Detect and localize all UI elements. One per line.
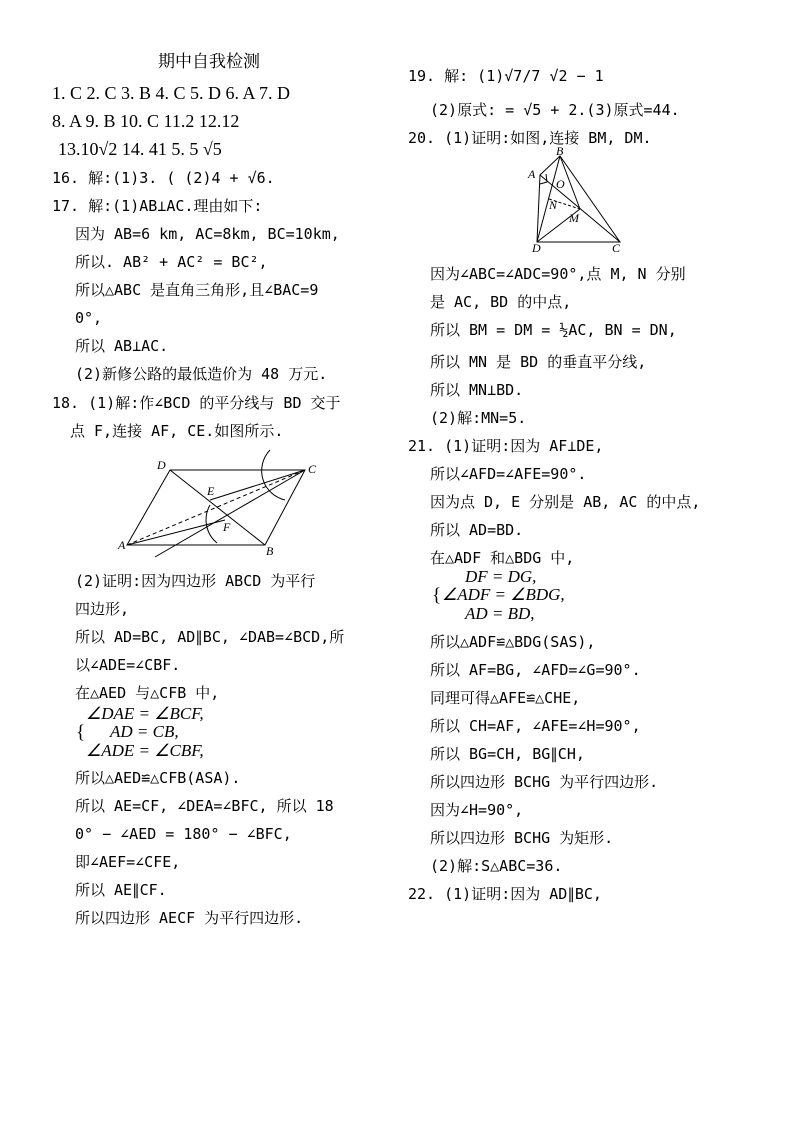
answers-line-1: 1. C 2. C 3. B 4. C 5. D 6. A 7. D [52, 83, 291, 103]
q18-line-6: 以∠ADE=∠CBF. [75, 656, 181, 674]
q21-line-5: 在△ADF 和△BDG 中, [430, 549, 575, 567]
label-d: D [157, 458, 166, 472]
q18-line-11: 即∠AEF=∠CFE, [75, 853, 181, 871]
q16-text: 16. 解:(1)3. ( (2)4 + √6. [52, 169, 275, 187]
q21-line-2: 所以∠AFD=∠AFE=90°. [430, 465, 587, 483]
q17-line-2: 因为 AB=6 km, AC=8km, BC=10km, [75, 225, 340, 243]
q20-line-1: 20. (1)证明:如图,连接 BM, DM. [408, 129, 652, 147]
q21-system-2: ∠ADF = ∠BDG, [442, 585, 565, 604]
q21-line-10: 所以 BG=CH, BG∥CH, [430, 745, 585, 763]
page-title: 期中自我检测 [158, 52, 260, 72]
q20-line-4: 所以 BM = DM = ½AC, BN = DN, [430, 321, 677, 339]
label-n: N [549, 198, 558, 212]
q21-line-7: 所以 AF=BG, ∠AFD=∠G=90°. [430, 661, 641, 679]
label-e: E [207, 484, 215, 498]
q21-line-8: 同理可得△AFE≌△CHE, [430, 689, 581, 707]
q19-line-2: (2)原式: = √5 + 2.(3)原式=44. [430, 101, 680, 119]
answers-line-2: 8. A 9. B 10. C 11.2 12.12 [52, 111, 240, 131]
q20-line-5: 所以 MN 是 BD 的垂直平分线, [430, 353, 647, 371]
q22-line-1: 22. (1)证明:因为 AD∥BC, [408, 885, 602, 903]
label-f: F [223, 520, 231, 534]
q20-line-3: 是 AC, BD 的中点, [430, 293, 572, 311]
q21-line-12: 因为∠H=90°, [430, 801, 524, 819]
q18-system-1: ∠DAE = ∠BCF, [86, 704, 204, 723]
q17-line-7: (2)新修公路的最低造价为 48 万元. [75, 365, 328, 383]
q21-line-14: (2)解:S△ABC=36. [430, 857, 563, 875]
q18-line-2: 点 F,连接 AF, CE.如图所示. [70, 422, 284, 440]
q17-line-5: 0°, [75, 309, 103, 327]
q21-line-1: 21. (1)证明:因为 AF⊥DE, [408, 437, 604, 455]
label-c: C [612, 241, 621, 255]
q21-line-13: 所以四边形 BCHG 为矩形. [430, 829, 614, 847]
q19-line-1: 19. 解: (1)√7/7 √2 − 1 [408, 67, 604, 85]
q18-line-10: 0° − ∠AED = 180° − ∠BFC, [75, 825, 292, 843]
q18-brace: { [76, 722, 86, 743]
parallelogram-figure [115, 445, 330, 560]
q18-line-12: 所以 AE∥CF. [75, 881, 167, 899]
q18-line-9: 所以 AE=CF, ∠DEA=∠BFC, 所以 18 [75, 797, 334, 815]
label-a: A [118, 538, 126, 552]
q21-line-9: 所以 CH=AF, ∠AFE=∠H=90°, [430, 717, 641, 735]
q17-line-6: 所以 AB⊥AC. [75, 337, 169, 355]
q21-line-6: 所以△ADF≌△BDG(SAS), [430, 633, 596, 651]
q20-line-7: (2)解:MN=5. [430, 409, 527, 427]
q18-line-4: 四边形, [75, 600, 130, 618]
q17-line-3: 所以. AB² + AC² = BC², [75, 253, 268, 271]
label-d: D [532, 241, 541, 255]
label-b: B [556, 146, 564, 158]
segment-ce [210, 470, 305, 500]
q17-line-1: 17. 解:(1)AB⊥AC.理由如下: [52, 197, 263, 215]
q21-system-3: AD = BD, [465, 604, 535, 623]
q18-line-3: (2)证明:因为四边形 ABCD 为平行 [75, 572, 316, 590]
label-c: C [308, 462, 317, 476]
label-o: O [556, 177, 565, 191]
segment-af [127, 520, 225, 545]
label-m: M [569, 211, 579, 225]
q20-line-6: 所以 MN⊥BD. [430, 381, 524, 399]
q18-line-7: 在△AED 与△CFB 中, [75, 684, 220, 702]
q21-line-11: 所以四边形 BCHG 为平行四边形. [430, 773, 659, 791]
q21-system-1: DF = DG, [465, 567, 537, 586]
q20-line-2: 因为∠ABC=∠ADC=90°,点 M, N 分别 [430, 265, 686, 283]
q18-system-3: ∠ADE = ∠CBF, [86, 741, 204, 760]
q17-line-4: 所以△ABC 是直角三角形,且∠BAC=9 [75, 281, 319, 299]
q18-line-1: 18. (1)解:作∠BCD 的平分线与 BD 交于 [52, 394, 341, 412]
diagonal-ac [127, 470, 305, 545]
quadrilateral-figure [522, 146, 632, 256]
diagonal-bd [170, 470, 265, 545]
q21-brace: { [432, 585, 442, 606]
bisector-line [155, 470, 305, 557]
q21-line-4: 所以 AD=BD. [430, 521, 524, 539]
q18-system-2: AD = CB, [110, 722, 179, 741]
q18-line-13: 所以四边形 AECF 为平行四边形. [75, 909, 304, 927]
label-b: B [266, 544, 274, 558]
q21-line-3: 因为点 D, E 分别是 AB, AC 的中点, [430, 493, 701, 511]
answers-line-3: 13.10√2 14. 41 5. 5 √5 [58, 139, 222, 159]
q18-line-8: 所以△AED≌△CFB(ASA). [75, 769, 241, 787]
q18-line-5: 所以 AD=BC, AD∥BC, ∠DAB=∠BCD,所 [75, 628, 345, 646]
label-a: A [528, 167, 536, 181]
arc-c [262, 450, 285, 500]
